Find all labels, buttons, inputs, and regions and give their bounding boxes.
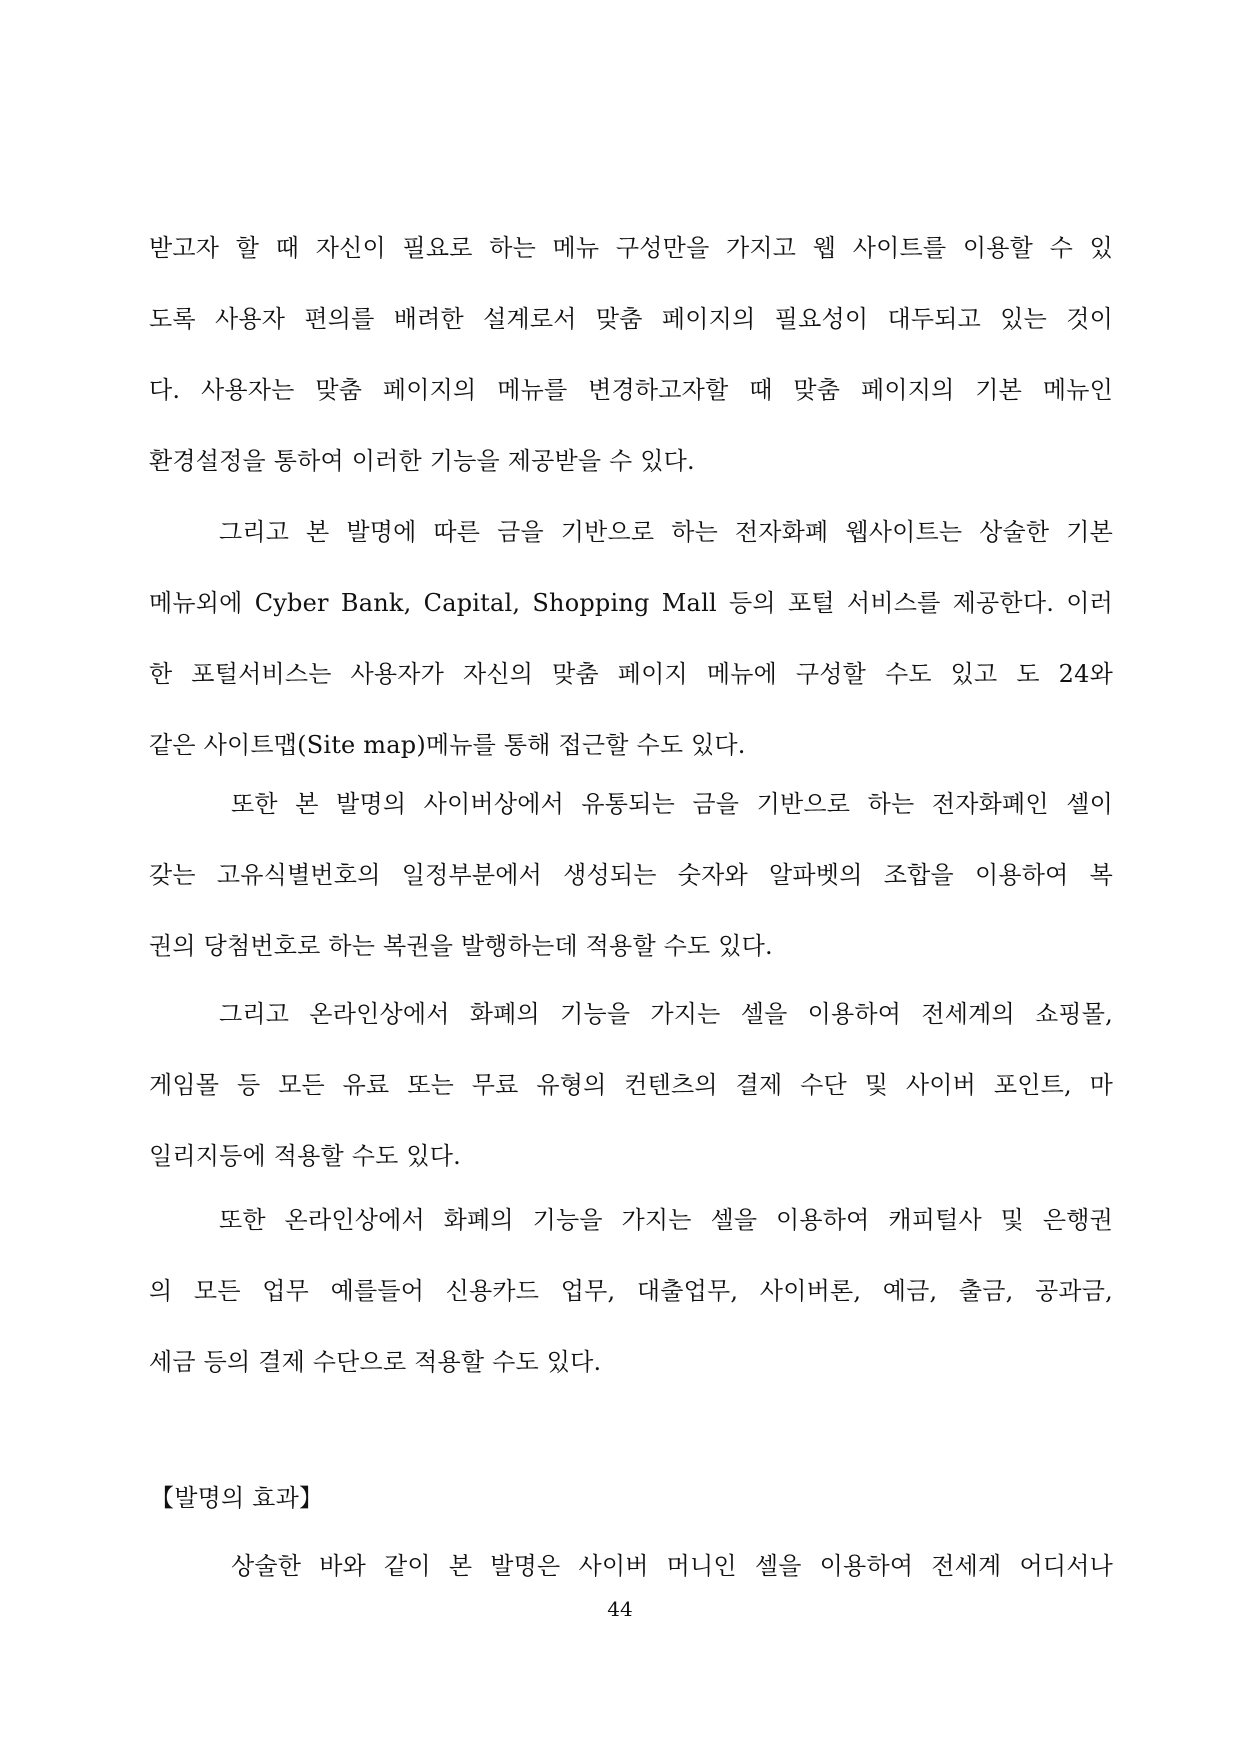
text-line: 환경설정을 통하여 이러한 기능을 제공받을 수 있다. — [149, 447, 695, 475]
text-line: 메뉴외에 Cyber Bank, Capital, Shopping Mall 등의 포털 서비스를 제공한다. 이러 — [149, 589, 1113, 617]
text-line: 그리고 온라인상에서 화폐의 기능을 가지는 셀을 이용하여 전세계의 쇼핑몰, — [219, 1000, 1113, 1028]
page-number: 44 — [607, 1597, 633, 1621]
text-line: 도록 사용자 편의를 배려한 설계로서 맞춤 페이지의 필요성이 대두되고 있는 것이 — [149, 305, 1113, 333]
text-line: 받고자 할 때 자신이 필요로 하는 메뉴 구성만을 가지고 웹 사이트를 이용할 수 있 — [149, 234, 1113, 262]
text-line: 같은 사이트맵(Site map)메뉴를 통해 접근할 수도 있다. — [149, 731, 746, 759]
text-line: 또한 본 발명의 사이버상에서 유통되는 금을 기반으로 하는 전자화폐인 셀이 — [231, 790, 1113, 818]
text-line: 상술한 바와 같이 본 발명은 사이버 머니인 셀을 이용하여 전세계 어디서나 — [231, 1552, 1113, 1580]
text-line: 게임몰 등 모든 유료 또는 무료 유형의 컨텐츠의 결제 수단 및 사이버 포인트, 마 — [149, 1071, 1113, 1099]
text-line: 또한 온라인상에서 화폐의 기능을 가지는 셀을 이용하여 캐피털사 및 은행권 — [219, 1206, 1113, 1234]
text-line: 한 포털서비스는 사용자가 자신의 맞춤 페이지 메뉴에 구성할 수도 있고 도 24와 — [149, 660, 1113, 688]
text-line: 갖는 고유식별번호의 일정부분에서 생성되는 숫자와 알파벳의 조합을 이용하여 복 — [149, 861, 1113, 889]
text-line: 일리지등에 적용할 수도 있다. — [149, 1142, 461, 1170]
text-line: 의 모든 업무 예를들어 신용카드 업무, 대출업무, 사이버론, 예금, 출금, 공과금, — [149, 1277, 1113, 1305]
text-line: 다. 사용자는 맞춤 페이지의 메뉴를 변경하고자할 때 맞춤 페이지의 기본 메뉴인 — [149, 376, 1113, 404]
text-line: 권의 당첨번호로 하는 복권을 발행하는데 적용할 수도 있다. — [149, 932, 773, 960]
text-line: 그리고 본 발명에 따른 금을 기반으로 하는 전자화폐 웹사이트는 상술한 기본 — [219, 518, 1113, 546]
section-heading: 【발명의 효과】 — [150, 1484, 324, 1512]
text-line: 세금 등의 결제 수단으로 적용할 수도 있다. — [149, 1348, 602, 1376]
